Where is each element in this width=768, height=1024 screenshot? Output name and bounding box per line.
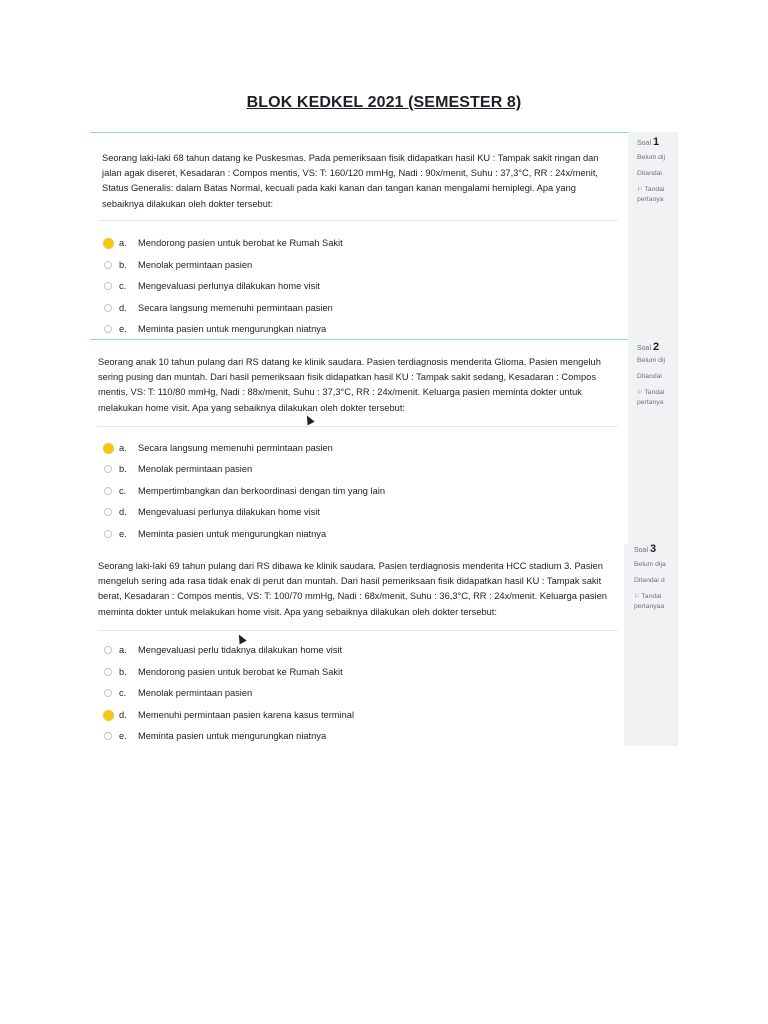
option-letter: e. [119, 324, 127, 334]
option-letter: e. [119, 529, 127, 539]
option-text: Menolak permintaan pasien [138, 688, 253, 698]
option-text: Secara langsung memenuhi permintaan pasien [138, 443, 333, 453]
radio-selected-icon[interactable] [103, 710, 114, 721]
radio-icon[interactable] [104, 646, 112, 654]
question-1 [90, 132, 678, 339]
option-text: Mendorong pasien untuk berobat ke Rumah Sakit [138, 238, 343, 248]
flag-question-link-cont[interactable]: pertanya [637, 399, 664, 406]
answer-option-c[interactable] [104, 484, 604, 498]
radio-icon[interactable] [104, 261, 112, 269]
option-letter: a. [119, 443, 127, 453]
question-info-panel [624, 544, 678, 746]
question-text: Seorang anak 10 tahun pulang dari RS datang ke klinik saudara. Pasien terdiagnosis menderita Glioma. Pasien mengeluh sering pusing dan muntah. Dari hasil pemeriksaan fisik didapatkan hasil KU : Tampak sakit sedang, Kesadaran : Compos mentis, VS: T: 110/80 mmHg, Nadi : 88x/menit, Suhu : 37,3°C, RR : 24x/menit. Keluarga pasien meminta dokter untuk melakukan home visit. Apa yang sebaiknya dilakukan oleh dokter tersebut: [98, 357, 601, 413]
option-text: Meminta pasien untuk mengurungkan niatnya [138, 529, 327, 539]
option-letter: c. [119, 688, 127, 698]
option-text: Mendorong pasien untuk berobat ke Rumah Sakit [138, 667, 343, 677]
radio-icon[interactable] [104, 487, 112, 495]
question-info-panel [628, 132, 678, 339]
radio-icon[interactable] [104, 325, 112, 333]
document-title: BLOK KEDKEL 2021 (SEMESTER 8) [246, 94, 522, 111]
option-text: Menolak permintaan pasien [138, 464, 253, 474]
flag-question-link[interactable]: ⚐ Tandai [637, 186, 665, 193]
radio-selected-icon[interactable] [103, 238, 114, 249]
mark-status: Ditandai [637, 373, 662, 380]
option-text: Secara langsung memenuhi permintaan pasien [138, 303, 333, 313]
flag-icon: ⚐ [634, 594, 640, 600]
flag-question-link-cont[interactable]: pertanya [637, 196, 664, 203]
question-divider [98, 426, 618, 427]
answer-option-a[interactable] [104, 236, 604, 250]
option-letter: d. [119, 710, 127, 720]
flag-icon: ⚐ [637, 390, 643, 396]
answer-option-e[interactable] [104, 729, 604, 743]
question-3 [90, 544, 678, 746]
answer-option-b[interactable] [104, 665, 604, 679]
flag-question-link[interactable]: ⚐ Tandai [634, 593, 662, 600]
question-divider [98, 220, 618, 221]
answer-option-e[interactable] [104, 322, 604, 336]
option-text: Mengevaluasi perlunya dilakukan home visit [138, 507, 320, 517]
answer-option-b[interactable] [104, 462, 604, 476]
option-text: Memenuhi permintaan pasien karena kasus terminal [138, 710, 355, 720]
question-number-label: Soal 3 [634, 544, 657, 555]
question-2 [90, 339, 678, 544]
mark-status: Ditandai d [634, 577, 665, 584]
answer-status: Belum dij [637, 154, 665, 161]
question-content [90, 544, 628, 746]
option-letter: b. [119, 667, 127, 677]
question-divider [98, 630, 618, 631]
question-text: Seorang laki-laki 69 tahun pulang dari RS dibawa ke klinik saudara. Pasien terdiagnosis menderita HCC stadium 3. Pasien mengeluh sering ada rasa tidak enak di perut dan muntah. Dari hasil pemeriksaan fisik didapatkan hasil KU : Tampak sakit berat, Kesadaran : Compos mentis, VS: T: 100/70 mmHg, Nadi : 68x/menit, Suhu : 36,3°C, RR : 24x/menit. Keluarga pasien meminta dokter untuk melakukan home visit. Apa yang sebaiknya dilakukan oleh dokter tersebut: [98, 561, 607, 617]
option-letter: b. [119, 464, 127, 474]
radio-icon[interactable] [104, 465, 112, 473]
option-text: Mengevaluasi perlu tidaknya dilakukan home visit [138, 645, 343, 655]
option-text: Mempertimbangkan dan berkoordinasi dengan tim yang lain [138, 486, 386, 496]
option-letter: b. [119, 260, 127, 270]
option-letter: c. [119, 486, 127, 496]
answer-option-a[interactable] [104, 441, 604, 455]
question-number-label: Soal 1 [637, 136, 660, 148]
option-letter: a. [119, 645, 127, 655]
option-text: Mengevaluasi perlunya dilakukan home visit [138, 281, 320, 291]
option-letter: a. [119, 238, 127, 248]
answer-option-d[interactable] [104, 708, 604, 722]
option-letter: d. [119, 303, 127, 313]
question-number-label: Soal 2 [637, 341, 660, 353]
answer-option-c[interactable] [104, 686, 604, 700]
option-text: Meminta pasien untuk mengurungkan niatnya [138, 731, 327, 741]
answer-option-d[interactable] [104, 505, 604, 519]
answer-option-d[interactable] [104, 301, 604, 315]
radio-icon[interactable] [104, 668, 112, 676]
radio-icon[interactable] [104, 732, 112, 740]
answer-option-a[interactable] [104, 643, 604, 657]
flag-icon: ⚐ [637, 187, 643, 193]
answer-option-b[interactable] [104, 258, 604, 272]
mark-status: Ditandai [637, 170, 662, 177]
radio-icon[interactable] [104, 530, 112, 538]
question-content [90, 132, 628, 339]
option-text: Meminta pasien untuk mengurungkan niatnya [138, 324, 327, 334]
option-letter: e. [119, 731, 127, 741]
question-text: Seorang laki-laki 68 tahun datang ke Puskesmas. Pada pemeriksaan fisik didapatkan hasil KU : Tampak sakit ringan dan jalan agak diseret, Kesadaran : Compos mentis, VS: T: 160/120 mmHg, Nadi : 90x/menit, Suhu : 37,3°C, RR : 24x/menit, Status Generalis: dalam Batas Normal, kecuali pada kaki kanan dan tangan kanan mengalami hemiplegi. Apa yang sebaiknya dilakukan oleh dokter tersebut: [102, 153, 599, 209]
radio-icon[interactable] [104, 304, 112, 312]
answer-option-e[interactable] [104, 527, 604, 541]
answer-status: Belum dij [637, 357, 665, 364]
question-info-panel [628, 339, 678, 544]
radio-icon[interactable] [104, 282, 112, 290]
radio-icon[interactable] [104, 508, 112, 516]
flag-question-link[interactable]: ⚐ Tandai [637, 389, 665, 396]
option-letter: c. [119, 281, 127, 291]
question-content [90, 339, 628, 544]
answer-status: Belum dija [634, 561, 666, 568]
radio-selected-icon[interactable] [103, 443, 114, 454]
option-letter: d. [119, 507, 127, 517]
answer-option-c[interactable] [104, 279, 604, 293]
option-text: Menolak permintaan pasien [138, 260, 253, 270]
radio-icon[interactable] [104, 689, 112, 697]
flag-question-link-cont[interactable]: pertanyaa [634, 603, 665, 610]
